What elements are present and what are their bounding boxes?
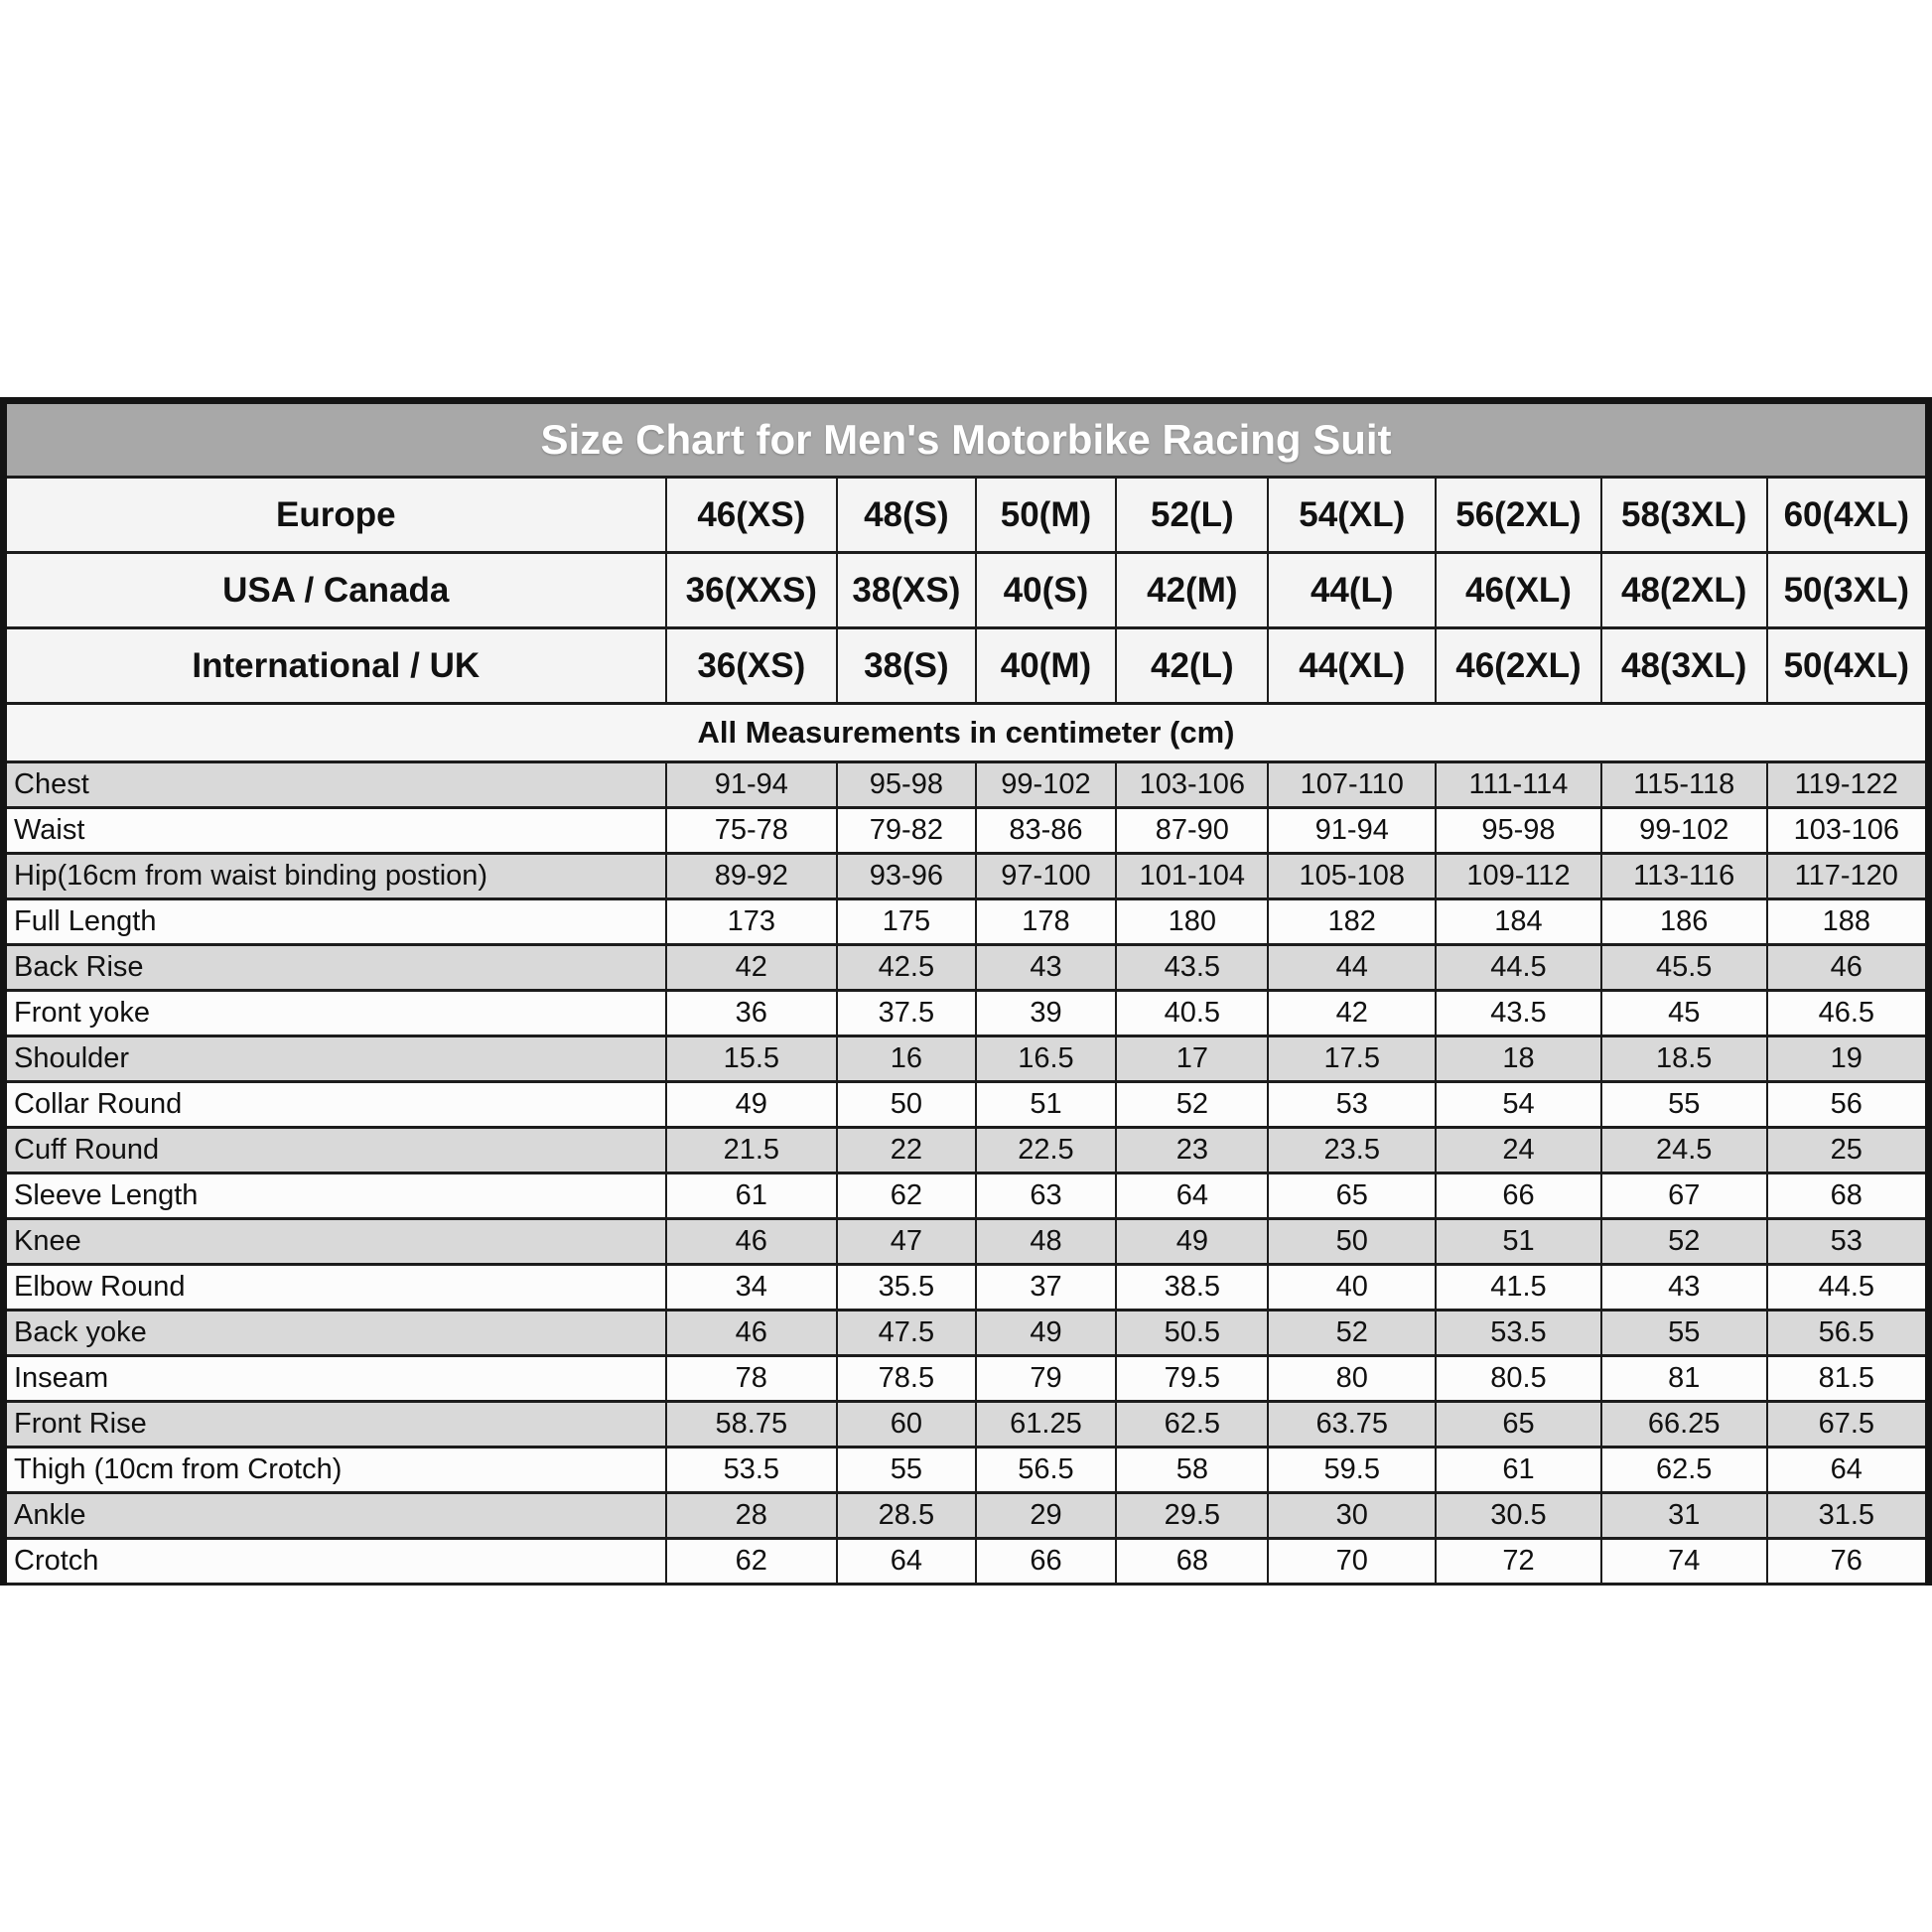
- measurement-cell: 56: [1767, 1082, 1929, 1128]
- measurement-cell: 49: [976, 1311, 1117, 1356]
- measurement-cell: 42: [1268, 991, 1436, 1036]
- measurement-row: [4, 1265, 1929, 1311]
- measurement-cell: 64: [1116, 1173, 1268, 1219]
- measurement-row: [4, 1539, 1929, 1585]
- measurement-cell: 62: [837, 1173, 976, 1219]
- unit-note: All Measurements in centimeter (cm): [4, 704, 1929, 762]
- measurement-row: [4, 762, 1929, 808]
- measurement-label: Cuff Round: [4, 1128, 666, 1173]
- measurement-cell: 80: [1268, 1356, 1436, 1402]
- measurement-cell: 38.5: [1116, 1265, 1268, 1311]
- measurement-cell: 39: [976, 991, 1117, 1036]
- measurement-cell: 44.5: [1436, 945, 1601, 991]
- measurement-cell: 61: [666, 1173, 838, 1219]
- measurement-cell: 173: [666, 899, 838, 945]
- measurement-cell: 22.5: [976, 1128, 1117, 1173]
- measurement-cell: 55: [837, 1448, 976, 1493]
- measurement-cell: 50: [837, 1082, 976, 1128]
- chart-title: Size Chart for Men's Motorbike Racing Suit: [4, 401, 1929, 478]
- measurement-cell: 99-102: [976, 762, 1117, 808]
- measurement-cell: 30: [1268, 1493, 1436, 1539]
- size-cell: 48(S): [837, 478, 976, 553]
- measurement-cell: 70: [1268, 1539, 1436, 1585]
- measurement-label: Waist: [4, 808, 666, 854]
- measurement-cell: 180: [1116, 899, 1268, 945]
- measurement-cell: 46: [666, 1311, 838, 1356]
- measurement-cell: 184: [1436, 899, 1601, 945]
- measurement-cell: 95-98: [1436, 808, 1601, 854]
- measurement-cell: 52: [1268, 1311, 1436, 1356]
- measurement-cell: 72: [1436, 1539, 1601, 1585]
- measurement-cell: 178: [976, 899, 1117, 945]
- measurement-row: [4, 1311, 1929, 1356]
- measurement-cell: 101-104: [1116, 854, 1268, 899]
- measurement-cell: 67.5: [1767, 1402, 1929, 1448]
- measurement-row: [4, 808, 1929, 854]
- measurement-cell: 18: [1436, 1036, 1601, 1082]
- size-cell: 46(XS): [666, 478, 838, 553]
- size-chart-container: [0, 397, 1932, 1586]
- measurement-cell: 19: [1767, 1036, 1929, 1082]
- measurement-cell: 54: [1436, 1082, 1601, 1128]
- measurement-cell: 55: [1601, 1311, 1767, 1356]
- measurement-cell: 29.5: [1116, 1493, 1268, 1539]
- size-cell: 38(S): [837, 628, 976, 704]
- measurement-cell: 58.75: [666, 1402, 838, 1448]
- size-cell: 36(XXS): [666, 553, 838, 628]
- measurement-label: Collar Round: [4, 1082, 666, 1128]
- measurement-cell: 79: [976, 1356, 1117, 1402]
- measurement-cell: 44.5: [1767, 1265, 1929, 1311]
- measurement-cell: 61: [1436, 1448, 1601, 1493]
- measurement-cell: 45.5: [1601, 945, 1767, 991]
- measurement-label: Shoulder: [4, 1036, 666, 1082]
- size-cell: 60(4XL): [1767, 478, 1929, 553]
- size-system-row: [4, 478, 1929, 553]
- measurement-cell: 31.5: [1767, 1493, 1929, 1539]
- size-cell: 38(XS): [837, 553, 976, 628]
- measurement-cell: 29: [976, 1493, 1117, 1539]
- measurement-cell: 23.5: [1268, 1128, 1436, 1173]
- measurement-cell: 63: [976, 1173, 1117, 1219]
- measurement-cell: 103-106: [1767, 808, 1929, 854]
- size-system-label: USA / Canada: [4, 553, 666, 628]
- measurement-cell: 188: [1767, 899, 1929, 945]
- measurement-cell: 37.5: [837, 991, 976, 1036]
- measurement-cell: 36: [666, 991, 838, 1036]
- measurement-cell: 81: [1601, 1356, 1767, 1402]
- measurement-cell: 43.5: [1436, 991, 1601, 1036]
- measurement-cell: 24.5: [1601, 1128, 1767, 1173]
- measurement-cell: 43.5: [1116, 945, 1268, 991]
- measurement-label: Knee: [4, 1219, 666, 1265]
- measurement-cell: 105-108: [1268, 854, 1436, 899]
- size-system-row: [4, 553, 1929, 628]
- measurement-cell: 42: [666, 945, 838, 991]
- measurement-cell: 50: [1268, 1219, 1436, 1265]
- measurement-cell: 17.5: [1268, 1036, 1436, 1082]
- measurement-cell: 41.5: [1436, 1265, 1601, 1311]
- measurement-cell: 40: [1268, 1265, 1436, 1311]
- measurement-cell: 53: [1767, 1219, 1929, 1265]
- measurement-cell: 43: [976, 945, 1117, 991]
- size-cell: 40(M): [976, 628, 1117, 704]
- measurement-label: Front Rise: [4, 1402, 666, 1448]
- measurement-cell: 58: [1116, 1448, 1268, 1493]
- measurement-cell: 74: [1601, 1539, 1767, 1585]
- measurement-cell: 93-96: [837, 854, 976, 899]
- measurement-row: [4, 1448, 1929, 1493]
- measurement-cell: 91-94: [1268, 808, 1436, 854]
- measurement-cell: 46.5: [1767, 991, 1929, 1036]
- measurement-cell: 49: [666, 1082, 838, 1128]
- measurement-row: [4, 1036, 1929, 1082]
- measurement-cell: 53.5: [1436, 1311, 1601, 1356]
- measurement-cell: 40.5: [1116, 991, 1268, 1036]
- measurement-cell: 66.25: [1601, 1402, 1767, 1448]
- measurement-cell: 83-86: [976, 808, 1117, 854]
- measurement-label: Back Rise: [4, 945, 666, 991]
- measurement-cell: 30.5: [1436, 1493, 1601, 1539]
- title-row: [4, 401, 1929, 478]
- measurement-cell: 99-102: [1601, 808, 1767, 854]
- measurement-cell: 28.5: [837, 1493, 976, 1539]
- measurement-cell: 52: [1601, 1219, 1767, 1265]
- measurement-cell: 21.5: [666, 1128, 838, 1173]
- measurement-cell: 46: [1767, 945, 1929, 991]
- measurement-cell: 15.5: [666, 1036, 838, 1082]
- measurement-cell: 52: [1116, 1082, 1268, 1128]
- measurement-label: Front yoke: [4, 991, 666, 1036]
- measurement-cell: 49: [1116, 1219, 1268, 1265]
- measurement-cell: 175: [837, 899, 976, 945]
- size-cell: 42(L): [1116, 628, 1268, 704]
- measurement-label: Elbow Round: [4, 1265, 666, 1311]
- size-system-section: [4, 478, 1929, 704]
- measurement-cell: 25: [1767, 1128, 1929, 1173]
- measurement-cell: 31: [1601, 1493, 1767, 1539]
- measurement-cell: 42.5: [837, 945, 976, 991]
- measurement-cell: 103-106: [1116, 762, 1268, 808]
- size-cell: 44(L): [1268, 553, 1436, 628]
- measurement-cell: 62.5: [1116, 1402, 1268, 1448]
- measurement-label: Back yoke: [4, 1311, 666, 1356]
- measurement-cell: 47: [837, 1219, 976, 1265]
- measurement-row: [4, 991, 1929, 1036]
- size-cell: 40(S): [976, 553, 1117, 628]
- measurement-row: [4, 1219, 1929, 1265]
- measurement-cell: 16.5: [976, 1036, 1117, 1082]
- measurement-cell: 17: [1116, 1036, 1268, 1082]
- measurement-cell: 66: [1436, 1173, 1601, 1219]
- unit-note-row: [4, 704, 1929, 762]
- measurement-cell: 115-118: [1601, 762, 1767, 808]
- measurement-cell: 79.5: [1116, 1356, 1268, 1402]
- size-cell: 50(3XL): [1767, 553, 1929, 628]
- measurement-cell: 24: [1436, 1128, 1601, 1173]
- measurement-cell: 53.5: [666, 1448, 838, 1493]
- size-cell: 56(2XL): [1436, 478, 1601, 553]
- measurement-cell: 59.5: [1268, 1448, 1436, 1493]
- size-system-label: International / UK: [4, 628, 666, 704]
- measurement-cell: 80.5: [1436, 1356, 1601, 1402]
- measurement-cell: 64: [1767, 1448, 1929, 1493]
- measurement-cell: 78: [666, 1356, 838, 1402]
- measurement-cell: 87-90: [1116, 808, 1268, 854]
- measurement-cell: 63.75: [1268, 1402, 1436, 1448]
- measurement-row: [4, 1128, 1929, 1173]
- measurements-section: [4, 762, 1929, 1585]
- measurement-label: Ankle: [4, 1493, 666, 1539]
- size-cell: 58(3XL): [1601, 478, 1767, 553]
- measurement-cell: 95-98: [837, 762, 976, 808]
- size-cell: 48(2XL): [1601, 553, 1767, 628]
- measurement-cell: 68: [1116, 1539, 1268, 1585]
- measurement-row: [4, 854, 1929, 899]
- measurement-cell: 47.5: [837, 1311, 976, 1356]
- size-cell: 36(XS): [666, 628, 838, 704]
- measurement-cell: 78.5: [837, 1356, 976, 1402]
- measurement-cell: 60: [837, 1402, 976, 1448]
- measurement-cell: 61.25: [976, 1402, 1117, 1448]
- measurement-cell: 46: [666, 1219, 838, 1265]
- size-chart-table: [0, 397, 1932, 1586]
- measurement-cell: 53: [1268, 1082, 1436, 1128]
- measurement-cell: 34: [666, 1265, 838, 1311]
- size-cell: 46(2XL): [1436, 628, 1601, 704]
- measurement-cell: 107-110: [1268, 762, 1436, 808]
- size-cell: 50(M): [976, 478, 1117, 553]
- size-cell: 50(4XL): [1767, 628, 1929, 704]
- measurement-cell: 56.5: [1767, 1311, 1929, 1356]
- measurement-cell: 62: [666, 1539, 838, 1585]
- measurement-label: Sleeve Length: [4, 1173, 666, 1219]
- measurement-label: Full Length: [4, 899, 666, 945]
- measurement-cell: 76: [1767, 1539, 1929, 1585]
- size-cell: 48(3XL): [1601, 628, 1767, 704]
- measurement-cell: 67: [1601, 1173, 1767, 1219]
- size-cell: 46(XL): [1436, 553, 1601, 628]
- size-cell: 54(XL): [1268, 478, 1436, 553]
- measurement-cell: 51: [976, 1082, 1117, 1128]
- measurement-cell: 55: [1601, 1082, 1767, 1128]
- measurement-row: [4, 899, 1929, 945]
- measurement-row: [4, 1173, 1929, 1219]
- size-cell: 42(M): [1116, 553, 1268, 628]
- measurement-cell: 91-94: [666, 762, 838, 808]
- title-section: [4, 401, 1929, 478]
- measurement-label: Hip(16cm from waist binding postion): [4, 854, 666, 899]
- measurement-cell: 65: [1436, 1402, 1601, 1448]
- measurement-cell: 97-100: [976, 854, 1117, 899]
- measurement-cell: 81.5: [1767, 1356, 1929, 1402]
- measurement-cell: 109-112: [1436, 854, 1601, 899]
- measurement-cell: 16: [837, 1036, 976, 1082]
- measurement-cell: 35.5: [837, 1265, 976, 1311]
- measurement-cell: 186: [1601, 899, 1767, 945]
- measurement-cell: 22: [837, 1128, 976, 1173]
- measurement-cell: 18.5: [1601, 1036, 1767, 1082]
- measurement-cell: 37: [976, 1265, 1117, 1311]
- measurement-cell: 89-92: [666, 854, 838, 899]
- measurement-cell: 66: [976, 1539, 1117, 1585]
- measurement-row: [4, 945, 1929, 991]
- measurement-cell: 23: [1116, 1128, 1268, 1173]
- size-cell: 52(L): [1116, 478, 1268, 553]
- size-system-row: [4, 628, 1929, 704]
- measurement-label: Inseam: [4, 1356, 666, 1402]
- measurement-cell: 79-82: [837, 808, 976, 854]
- measurement-row: [4, 1402, 1929, 1448]
- measurement-row: [4, 1356, 1929, 1402]
- measurement-cell: 119-122: [1767, 762, 1929, 808]
- measurement-cell: 51: [1436, 1219, 1601, 1265]
- measurement-label: Thigh (10cm from Crotch): [4, 1448, 666, 1493]
- measurement-cell: 75-78: [666, 808, 838, 854]
- unit-note-section: [4, 704, 1929, 762]
- size-system-label: Europe: [4, 478, 666, 553]
- size-cell: 44(XL): [1268, 628, 1436, 704]
- measurement-cell: 43: [1601, 1265, 1767, 1311]
- measurement-cell: 68: [1767, 1173, 1929, 1219]
- measurement-row: [4, 1082, 1929, 1128]
- measurement-cell: 28: [666, 1493, 838, 1539]
- measurement-cell: 50.5: [1116, 1311, 1268, 1356]
- measurement-label: Chest: [4, 762, 666, 808]
- measurement-cell: 111-114: [1436, 762, 1601, 808]
- measurement-cell: 48: [976, 1219, 1117, 1265]
- measurement-cell: 117-120: [1767, 854, 1929, 899]
- measurement-label: Crotch: [4, 1539, 666, 1585]
- measurement-cell: 65: [1268, 1173, 1436, 1219]
- measurement-row: [4, 1493, 1929, 1539]
- measurement-cell: 113-116: [1601, 854, 1767, 899]
- measurement-cell: 182: [1268, 899, 1436, 945]
- measurement-cell: 62.5: [1601, 1448, 1767, 1493]
- measurement-cell: 56.5: [976, 1448, 1117, 1493]
- measurement-cell: 45: [1601, 991, 1767, 1036]
- measurement-cell: 64: [837, 1539, 976, 1585]
- measurement-cell: 44: [1268, 945, 1436, 991]
